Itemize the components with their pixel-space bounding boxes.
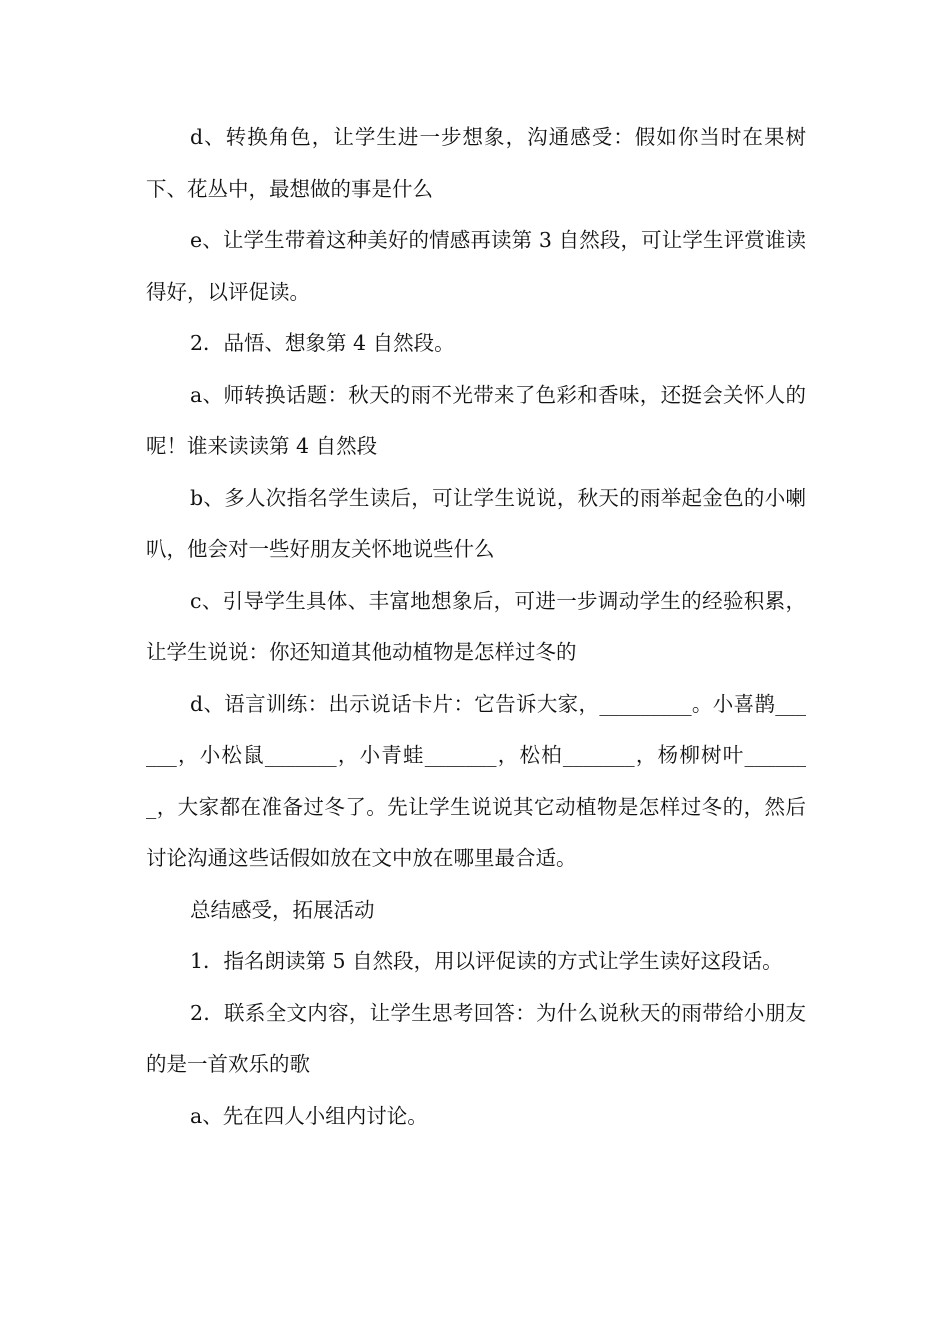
paragraph: 2．品悟、想象第 4 自然段。 <box>190 331 455 355</box>
paragraph: b、多人次指名学生读后，可让学生说说，秋天的雨举起金色的小喇叭，他会对一些好朋友关怀地说些什么 <box>146 485 806 561</box>
paragraph: 2．联系全文内容，让学生思考回答：为什么说秋天的雨带给小朋友的是一首欢乐的歌 <box>146 1000 806 1076</box>
paragraph: a、先在四人小组内讨论。 <box>190 1103 428 1128</box>
paragraph: 1．指名朗读第 5 自然段，用以评促读的方式让学生读好这段话。 <box>190 949 783 973</box>
section-heading: 总结感受，拓展活动 <box>190 897 375 922</box>
paragraph: d、语言训练：出示说话卡片：它告诉大家，_________。小喜鹊______，小松鼠_______，小青蛙_______，松柏_______，杨柳树叶_______，大家都在准备过冬了。先让学生说说其它动植物是怎样过冬的，然后讨论沟通这些话假如放在文中放在哪里最合适。 <box>146 691 806 870</box>
paragraph: c、引导学生具体、丰富地想象后，可进一步调动学生的经验积累，让学生说说：你还知道其他动植物是怎样过冬的 <box>146 588 806 664</box>
document-body <box>146 112 806 1142</box>
paragraph: e、让学生带着这种美好的情感再读第 3 自然段，可让学生评赏谁读得好，以评促读。 <box>146 228 806 304</box>
paragraph: d、转换角色，让学生进一步想象，沟通感受：假如你当时在果树下、花丛中，最想做的事是什么 <box>146 125 806 201</box>
paragraph: a、师转换话题：秋天的雨不光带来了色彩和香味，还挺会关怀人的呢！谁来读读第 4 自然段 <box>146 382 806 458</box>
